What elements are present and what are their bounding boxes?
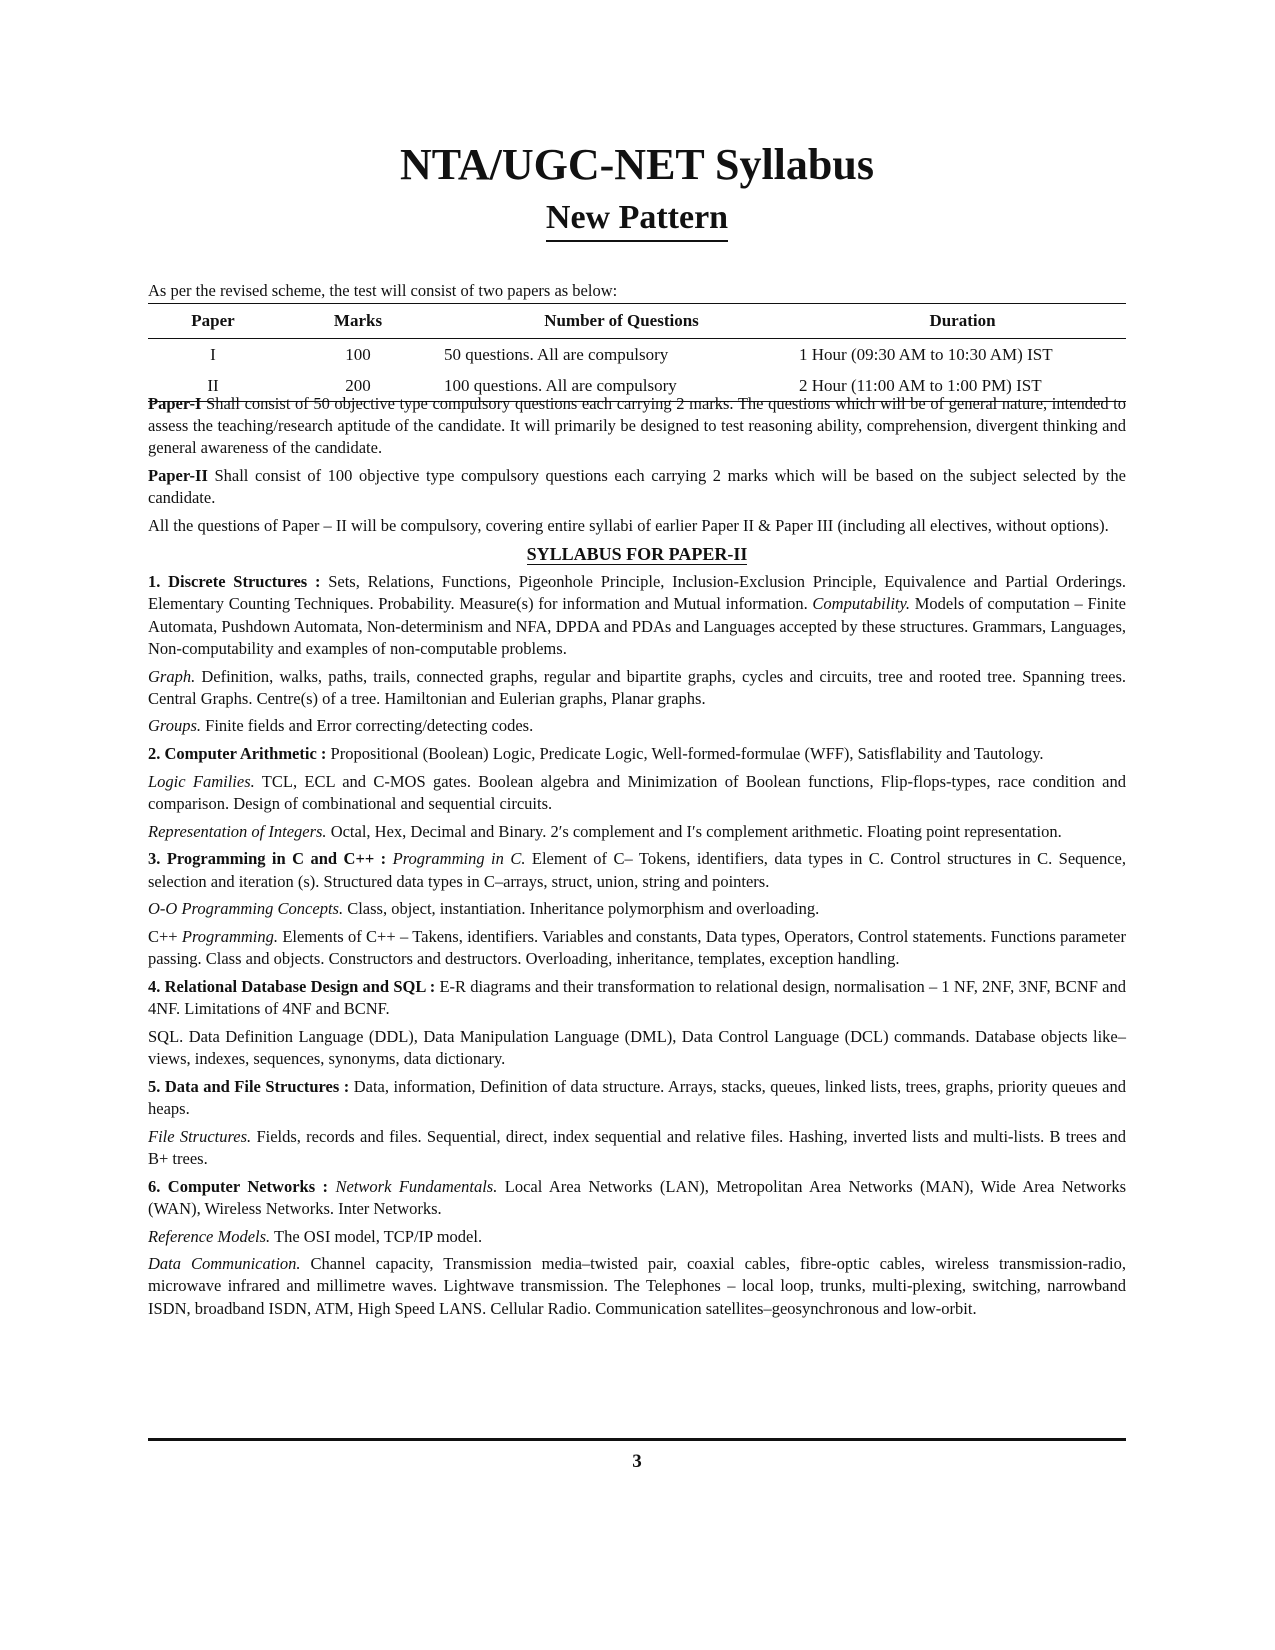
section-6-text: Local Area Networks (LAN), Metropolitan Area Networks (MAN), Wide Area Networks (WAN), Wireless Networks. Inter Networks. xyxy=(148,1176,1126,1218)
section-1-heading: 1. Discrete Structures : xyxy=(148,572,321,592)
paper1-label: Paper-I xyxy=(148,394,202,413)
cell-marks: 100 xyxy=(345,344,371,364)
graph-paragraph xyxy=(148,666,1126,710)
section-2-heading: 2. Computer Arithmetic : xyxy=(148,744,327,764)
cell-duration: 2 Hour (11:00 AM to 1:00 PM) IST xyxy=(799,370,1126,402)
representation-paragraph xyxy=(148,821,1126,843)
groups-paragraph xyxy=(148,715,1126,737)
reference-models-label: Reference Models. xyxy=(148,1226,271,1246)
page-number: 3 xyxy=(632,1451,642,1472)
groups-label: Groups. xyxy=(148,716,202,736)
logic-families-paragraph xyxy=(148,771,1126,815)
header-paper: Paper xyxy=(148,304,278,339)
section-6-heading: 6. Computer Networks : xyxy=(148,1176,329,1196)
groups-text: Finite fields and Error correcting/detecting codes. xyxy=(201,716,534,736)
representation-label: Representation of Integers. xyxy=(148,821,327,841)
exam-scheme-table xyxy=(148,303,1126,402)
paper1-paragraph xyxy=(148,393,1126,460)
section-5-heading: 5. Data and File Structures : xyxy=(148,1076,350,1096)
section-2-paragraph xyxy=(148,743,1126,765)
paper2-paragraph xyxy=(148,465,1126,509)
document-body xyxy=(148,393,1126,1325)
data-communication-paragraph xyxy=(148,1253,1126,1320)
paper2-text: Shall consist of 100 objective type compulsory questions each carrying 2 marks which will be based on the subject selected by the candidate. xyxy=(148,466,1126,508)
section-5-paragraph xyxy=(148,1076,1126,1120)
section-1-paragraph xyxy=(148,571,1126,660)
cell-questions: 100 questions. All are compulsory xyxy=(438,370,799,402)
section-6-italic: Network Fundamentals. xyxy=(328,1176,498,1196)
table-header-row xyxy=(148,304,1126,339)
section-3-heading: 3. Programming in C and C++ : xyxy=(148,849,387,869)
header-questions: Number of Questions xyxy=(438,304,799,339)
paper1-text: Shall consist of 50 objective type compulsory questions each carrying 2 marks. The questions which will be of general nature, intended to assess the teaching/research aptitude of the candidate. It will primarily be designed to test reasoning ability, comprehension, divergent thinking and general awareness of the candidate. xyxy=(148,394,1126,458)
oo-paragraph xyxy=(148,898,1126,920)
section-1-computability: Computability. xyxy=(812,594,911,614)
section-1-text-a: Sets, Relations, Functions, Pigeonhole Principle, Inclusion-Exclusion Principle, Equivalence and Partial Orderings. Elementary Counting Techniques. Probability. Measure(s) for information and Mutual information. xyxy=(148,572,1126,614)
table-row xyxy=(148,339,1126,371)
file-structures-label: File Structures. xyxy=(148,1126,252,1146)
section-3-text: Element of C– Tokens, identifiers, data types in C. Control structures in C. Sequence, selection and iteration (s). Structured data types in C–arrays, struct, union, string and pointers. xyxy=(148,849,1126,891)
cell-questions: 50 questions. All are compulsory xyxy=(444,344,669,364)
cpp-text: Elements of C++ – Takens, identifiers. Variables and constants, Data types, Operators, Control statements. Functions parameter passing. Class and objects. Constructors and destructors. Overloading, inheritance, templates, exception handling. xyxy=(148,927,1126,969)
graph-label: Graph. xyxy=(148,666,196,686)
section-5-text: Data, information, Definition of data structure. Arrays, stacks, queues, linked lists, trees, graphs, priority queues and heaps. xyxy=(148,1076,1127,1118)
section-4-paragraph xyxy=(148,976,1126,1020)
logic-families-label: Logic Families. xyxy=(148,771,255,791)
oo-text: Class, object, instantiation. Inheritance polymorphism and overloading. xyxy=(343,899,820,919)
syllabus-heading: SYLLABUS FOR PAPER-II xyxy=(526,544,748,565)
section-6-paragraph xyxy=(148,1176,1126,1220)
data-communication-label: Data Communication. xyxy=(148,1254,301,1274)
cpp-prefix: C++ xyxy=(148,927,182,947)
section-4-text: E-R diagrams and their transformation to relational design, normalisation – 1 NF, 2NF, 3NF, BCNF and 4NF. Limitations of 4NF and BCNF. xyxy=(148,976,1127,1019)
cell-duration: 1 Hour (09:30 AM to 10:30 AM) IST xyxy=(799,344,1053,364)
graph-text: Definition, walks, paths, trails, connected graphs, regular and bipartite graphs, cycles and circuits, tree and rooted tree. Spanning trees. Central Graphs. Centre(s) of a tree. Hamiltonian and Eulerian graphs, Planar graphs. xyxy=(148,666,1126,708)
header-marks: Marks xyxy=(278,304,438,339)
representation-text: Octal, Hex, Decimal and Binary. 2′s complement and I′s complement arithmetic. Floating point representation. xyxy=(326,821,1062,841)
section-2-text: Propositional (Boolean) Logic, Predicate Logic, Well-formed-formulae (WFF), Satisflability and Tautology. xyxy=(326,744,1044,764)
cell-marks: 200 xyxy=(278,370,438,402)
cell-paper: I xyxy=(210,344,216,364)
file-structures-paragraph xyxy=(148,1126,1126,1170)
reference-models-text: The OSI model, TCP/IP model. xyxy=(270,1226,483,1246)
page-title: NTA/UGC-NET Syllabus xyxy=(400,140,874,189)
header-duration: Duration xyxy=(799,304,1126,339)
section-3-italic: Programming in C. xyxy=(386,849,526,869)
all-questions-paragraph: All the questions of Paper – II will be compulsory, covering entire syllabi of earlier Paper II & Paper III (including all electives, without options). xyxy=(148,516,1109,536)
paper2-label: Paper-II xyxy=(148,466,208,486)
logic-families-text: TCL, ECL and C-MOS gates. Boolean algebra and Minimization of Boolean functions, Flip-flops-types, race condition and comparison. Design of combinational and sequential circuits. xyxy=(148,771,1126,814)
footer-divider xyxy=(148,1438,1126,1441)
cpp-paragraph xyxy=(148,926,1126,970)
file-structures-text: Fields, records and files. Sequential, direct, index sequential and relative files. Hashing, inverted lists and multi-lists. B trees and B+ trees. xyxy=(148,1126,1126,1168)
reference-models-paragraph xyxy=(148,1226,1126,1248)
cell-paper: II xyxy=(148,370,278,402)
section-4-heading: 4. Relational Database Design and SQL : xyxy=(148,976,436,996)
page-subtitle: New Pattern xyxy=(546,196,728,242)
intro-text: As per the revised scheme, the test will consist of two papers as below: xyxy=(148,281,618,300)
syllabus-heading-wrapper xyxy=(148,543,1126,565)
oo-label: O-O Programming Concepts. xyxy=(148,899,344,919)
sql-paragraph: SQL. Data Definition Language (DDL), Data Manipulation Language (DML), Data Control Language (DCL) commands. Database objects like–views, indexes, sequences, synonyms, data dictionary. xyxy=(148,1026,1126,1069)
data-communication-text: Channel capacity, Transmission media–twisted pair, coaxial cables, fibre-optic cables, wireless transmission-radio, microwave infrared and millimetre waves. Lightwave transmission. The Telephones – local loop, trunks, multi-plexing, switching, narrowband ISDN, broadband ISDN, ATM, High Speed LANS. Cellular Radio. Communication satellites–geosynchronous and low-orbit. xyxy=(148,1254,1126,1318)
section-1-text-b: Models of computation – Finite Automata, Pushdown Automata, Non-determinism and NFA, DPDA and PDAs and Languages accepted by these structures. Grammars, Languages, Non-computability and examples of non-computable problems. xyxy=(148,594,1127,658)
section-3-paragraph xyxy=(148,848,1126,892)
subtitle-wrapper xyxy=(148,196,1126,242)
cpp-label: Programming. xyxy=(181,927,279,947)
